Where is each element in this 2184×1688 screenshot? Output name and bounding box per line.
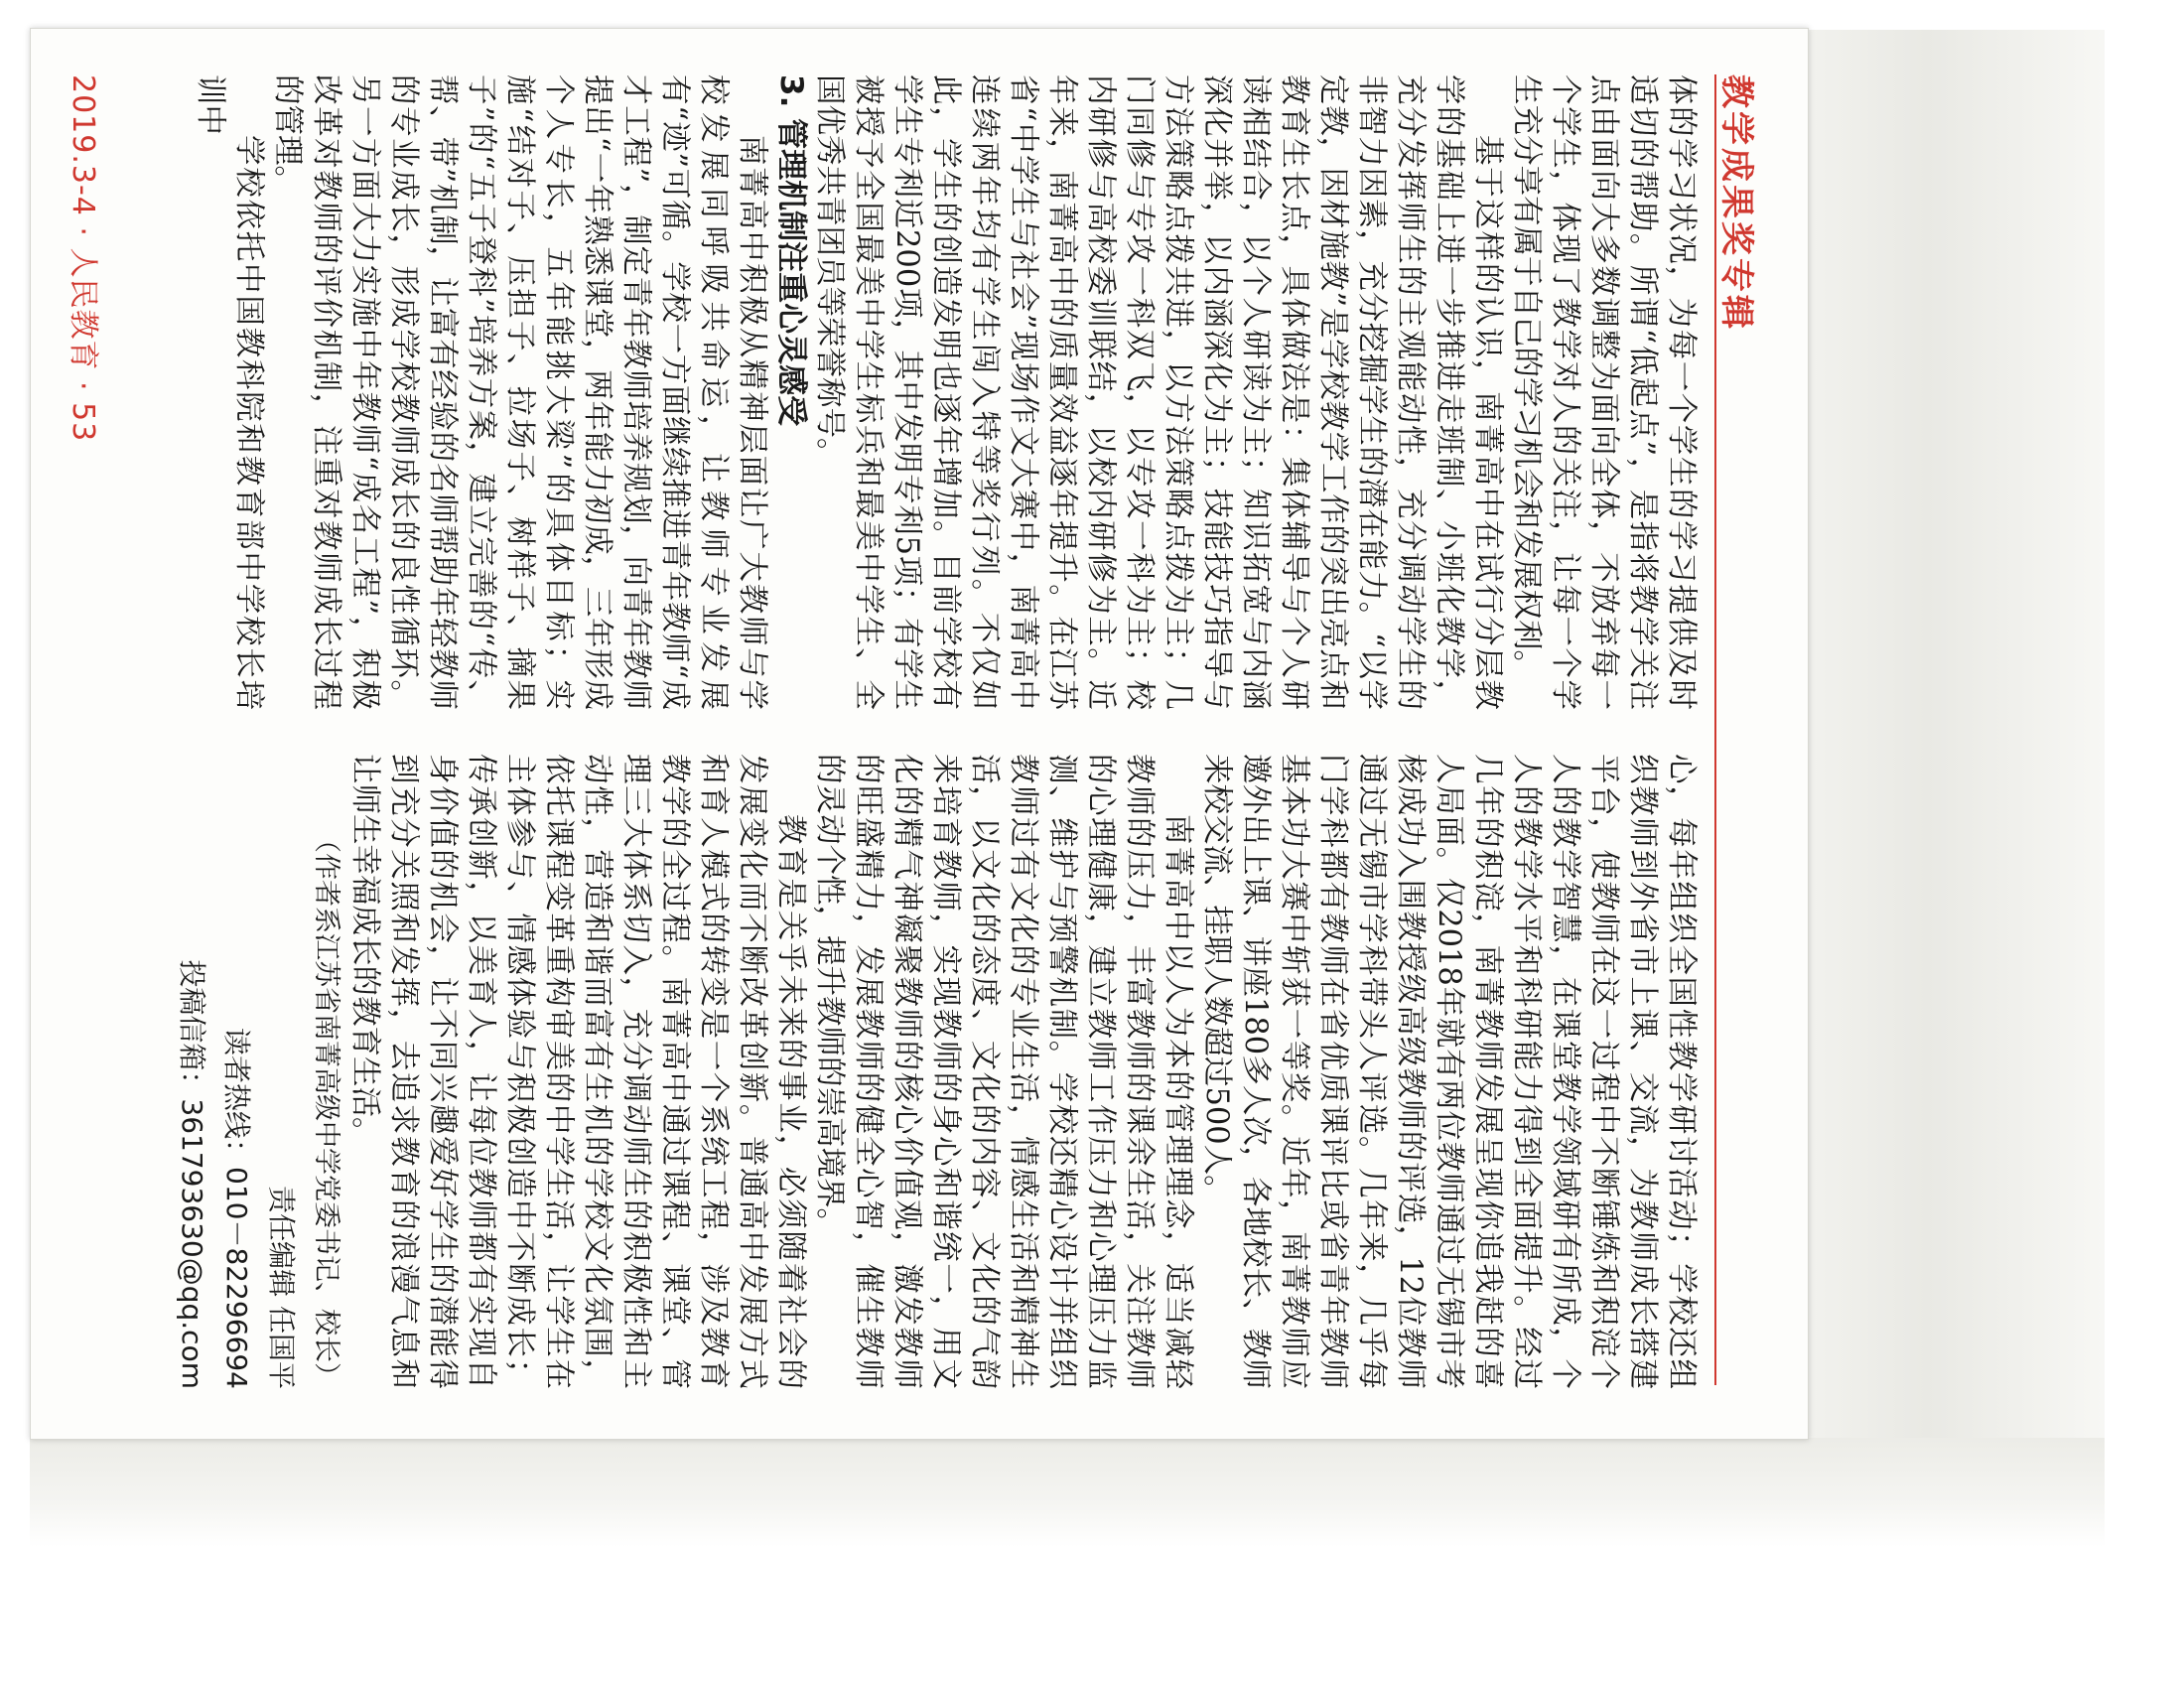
right-column — [173, 754, 1701, 1389]
paragraph: 南菁高中积极从精神层面让广大教师与学校发展同呼吸共命运，让教师专业发展有“迹”可循。学校一方面继续推进青年教师“成才工程”，制定青年教师培养规划，向青年教师提出“一年熟悉课堂，两年能力初成，三年形成个人专长，五年能挑大梁”的具体目标；实施“结对子、压担子、拉场子、树样子、摘果子”的“五子登科”培养方案，建立完善的“传、帮、带”机制，让富有经验的名师帮助年轻教师的专业成长，形成学校教师成长的良性循环。另一方面大力实施中年教师“成名工程”，积极改革对教师的评价机制，注重对教师成长过程的管理。 — [270, 74, 769, 710]
paragraph: 教育是关乎未来的事业，必须随着社会的发展变化而不断改革创新。普通高中发展方式和育人模式的转变是一个系统工程，涉及教育教学的全过程。南菁高中通过课程、课堂、管理三大体系切入，充分调动师生的积极性和主动性，营造和谐而富有生机的学校文化氛围，依托课程变革重构审美的中学生活，让学生在主体参与、情感体验与积极创造中不断成长；传承创新，以美育人，让每位教师都有实现自身价值的机会，让不同兴趣爱好学生的潜能得到充分关照和发挥，去追求教育的浪漫气息和让师生幸福成长的教育生活。 — [347, 754, 808, 1389]
submission-email: 投稿信箱：361793630@qq.com — [176, 959, 208, 1389]
header-rule — [1714, 74, 1716, 1385]
section-heading: 3. 管理机制注重心灵感受 — [773, 74, 809, 427]
page-edge — [1807, 30, 2105, 1519]
responsible-editor: 责任编辑 任国平 — [265, 1186, 298, 1389]
left-column — [191, 74, 1701, 710]
page-content — [31, 29, 1808, 1439]
paragraph: 体的学习状况，为每一个学生的学习提供及时适切的帮助。所谓“低起点”，是指将教学关注点由面向大多数调整为面向全体，不放弃每一个学生，体现了教学对人的关注，让每一个学生充分享有属于自己的学习机会和发展权利。 — [1509, 74, 1699, 710]
reader-hotline: 读者热线：010－82296694 — [220, 1028, 253, 1389]
author-note: （作者系江苏省南菁高级中学党委书记、校长） — [311, 826, 341, 1389]
section-header: 教学成果奖专辑 — [1716, 74, 1756, 332]
paragraph: 心，每年组织全国性教学研讨活动；学校还组织教师到外省市上课、交流，为教师成长搭建平台，使教师在这一过程中不断锤炼和积淀个人的教学智慧，在课堂教学领域研有所成，个人的教学水平和科研能力得到全面提升。经过几年的积淀，南菁教师发展呈现你追我赶的喜人局面。仅2018年就有两位教师通过无锡市考核成功入围教授级高级教师的评选，12位教师通过无锡市学科带头人评选。几年来，几乎每门学科都有教师在省优质课评比或省青年教师基本功大赛中斩获一等奖。近年，南菁教师应邀外出上课、讲座180多人次，各地校长、教师来校交流、挂职人数超过500人。 — [1199, 754, 1699, 1389]
scanned-page — [30, 28, 1809, 1440]
page-edge-bottom — [30, 1438, 2105, 1547]
page-footer: 2019.3-4 · 人民教育 · 53 — [66, 74, 100, 443]
paragraph: 南菁高中以人为本的管理理念，适当减轻教师的压力，丰富教师的课余生活，关注教师的心理健康，建立教师工作压力和心理压力监测、维护与预警机制。学校还精心设计并组织教师过有文化的专业生活，情感生活和精神生活，以文化的态度、文化的内容、文化的气韵来培育教师，实现教师的身心和谐统一，用文化的精气神凝聚教师的核心价值观，激发教师的旺盛精力，发展教师的健全心智，催生教师的灵动个性，提升教师的崇高境界。 — [812, 754, 1195, 1389]
paragraph: 学校依托中国教科院和教育部中学校长培训中 — [193, 74, 266, 710]
paragraph: 基于这样的认识，南菁高中在试行分层教学的基础上进一步推进走班制、小班化教学，充分发挥师生的主观能动性，充分调动学生的非智力因素，充分挖掘学生的潜在能力。“以学定教，因材施教”是学校教学工作的突出亮点和教育生长点，具体做法是：集体辅导与个人研读相结合，以个人研读为主；知识拓宽与内涵深化并举，以内涵深化为主；技能技巧指导与方法策略点拨共进，以方法策略点拨为主；几门同修与专攻一科双飞，以专攻一科为主；校内研修与高校委训联结，以校内研修为主。近年来，南菁高中的质量效益逐年提升。在江苏省“中学生与社会”现场作文大赛中，南菁高中连续两年均有学生闯入特等奖行列。不仅如此，学生的创造发明也逐年增加。目前学校有学生专利近200项，其中发明专利5项；有学生被授予全国最美中学生标兵和最美中学生、全国优秀共青团员等荣誉称号。 — [812, 74, 1505, 710]
